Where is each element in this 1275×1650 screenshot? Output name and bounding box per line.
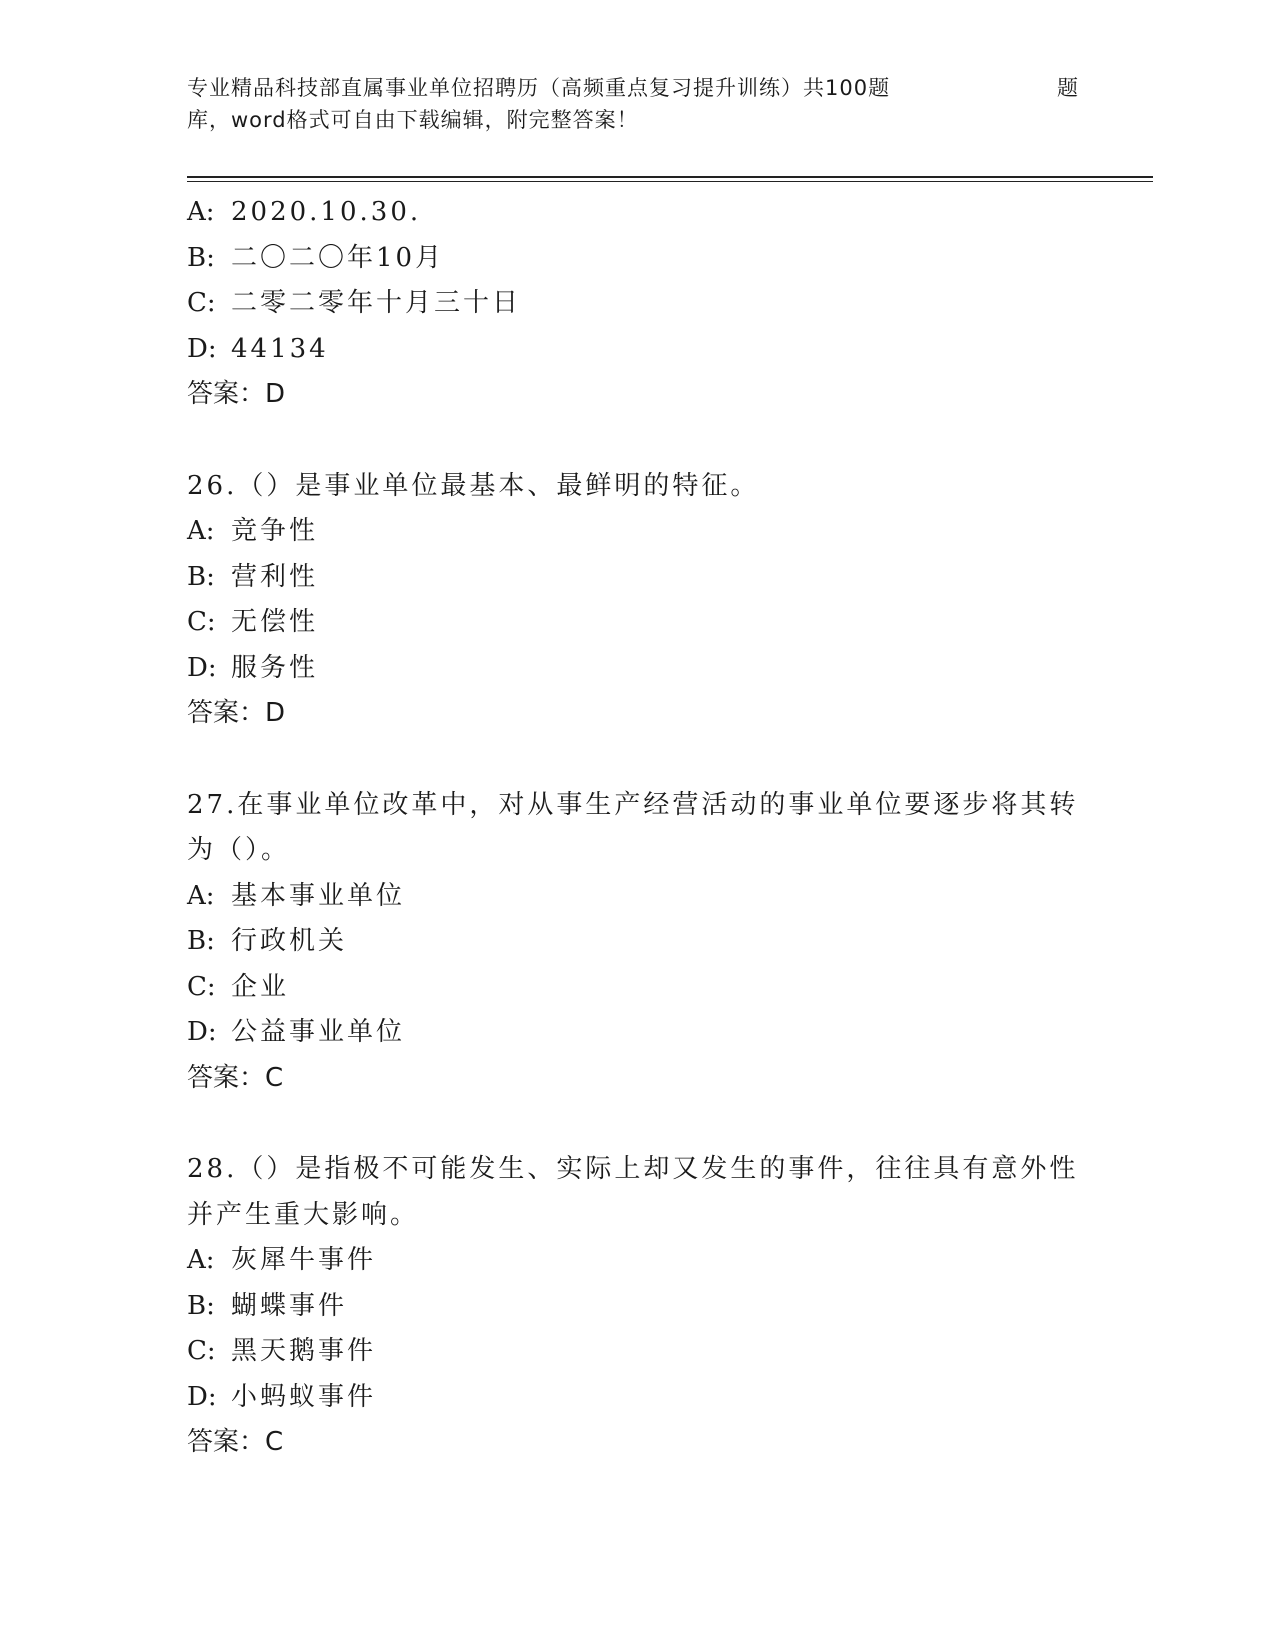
answer-line: 答案：D <box>187 379 286 409</box>
header-divider-thick <box>187 176 1153 178</box>
option-b: B: 蝴蝶事件 <box>187 1290 348 1321</box>
option-b: B: 行政机关 <box>187 926 348 956</box>
option-c: C: 企业 <box>187 971 290 1002</box>
option-c: C: 二零二零年十月三十日 <box>187 288 522 318</box>
option-c: C: 黑天鹅事件 <box>187 1336 377 1366</box>
spacer <box>187 737 1087 783</box>
option-a: A: 竞争性 <box>187 516 319 546</box>
answer-line: 答案：C <box>187 1427 284 1457</box>
question-25 <box>187 190 1087 418</box>
option-a: A: 基本事业单位 <box>187 880 406 911</box>
question-26 <box>187 464 1087 737</box>
spacer <box>187 1101 1087 1147</box>
question-text: 28.（）是指极不可能发生、实际上却又发生的事件，往往具有意外性 并产生重大影响。 <box>187 1154 1079 1230</box>
question-28 <box>187 1147 1087 1466</box>
answer-line: 答案：C <box>187 1062 284 1093</box>
question-text: 27.在事业单位改革中，对从事生产经营活动的事业单位要逐步将其转 为（）。 <box>187 789 1079 865</box>
option-d: D: 公益事业单位 <box>187 1017 406 1047</box>
option-c: C: 无偿性 <box>187 607 319 637</box>
option-d: D: 服务性 <box>187 652 319 683</box>
option-a: A: 2020.10.30. <box>187 197 422 227</box>
document-header <box>187 72 1087 136</box>
header-divider-thin <box>187 181 1153 182</box>
header-line-2: 库，word格式可自由下载编辑，附完整答案！ <box>187 108 639 132</box>
option-b: B: 二〇二〇年10月 <box>187 242 445 273</box>
option-b: B: 营利性 <box>187 561 319 592</box>
option-a: A: 灰犀牛事件 <box>187 1245 377 1275</box>
option-d: D: 44134 <box>187 333 329 364</box>
header-line-1: 专业精品科技部直属事业单位招聘历（高频重点复习提升训练）共100题 <box>187 76 891 100</box>
question-list <box>187 190 1087 1466</box>
option-d: D: 小蚂蚁事件 <box>187 1381 377 1412</box>
question-text: 26.（）是事业单位最基本、最鲜明的特征。 <box>187 470 760 501</box>
answer-line: 答案：D <box>187 698 286 728</box>
spacer <box>187 418 1087 464</box>
header-line-1-tail: 题 <box>1057 76 1079 100</box>
question-27 <box>187 783 1087 1102</box>
